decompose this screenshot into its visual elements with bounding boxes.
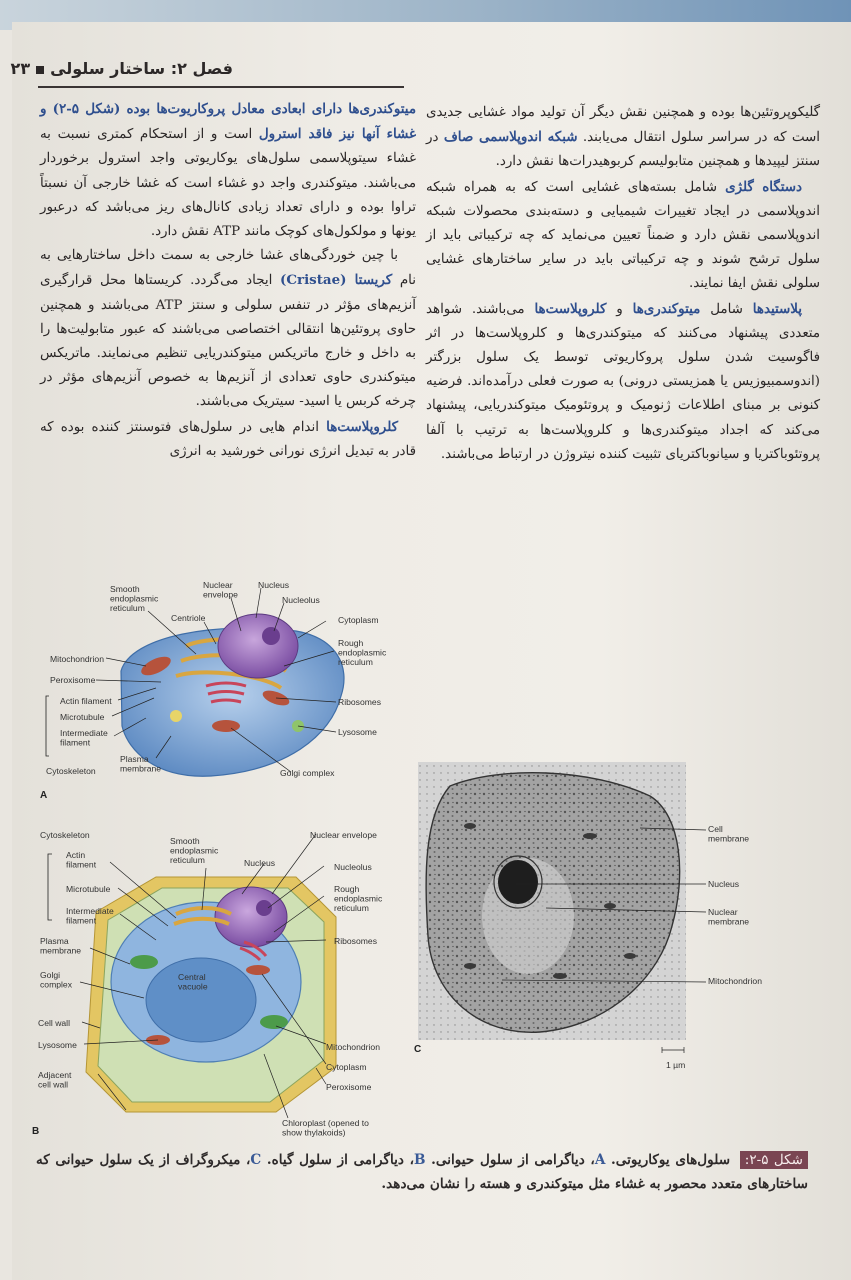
label-b-intermediate: Intermediate filament	[66, 906, 114, 926]
label-b-microtubule: Microtubule	[66, 884, 111, 894]
label-c-cell-membrane: Cell membrane	[708, 824, 750, 844]
label-cytoskeleton: Cytoskeleton	[46, 766, 96, 776]
label-intermediate: Intermediate filament	[60, 728, 108, 748]
left-text-column	[40, 97, 416, 464]
label-ribosomes: Ribosomes	[338, 697, 381, 707]
label-golgi: Golgi complex	[280, 768, 335, 778]
label-nuclear-envelope: Nuclear envelope	[203, 580, 238, 600]
caption-text: سلول‌های یوکاریوتی.	[605, 1152, 736, 1168]
caption-text: ، میکروگراف از یک سلول حیوانی که ساختارهای متعدد محصور به غشاء مثل میتوکندری و هسته را نشان می‌دهد.	[36, 1152, 808, 1192]
caption-text: ، دیاگرامی از سلول گیاه.	[261, 1152, 414, 1168]
label-b-smooth-er: Smooth endoplasmic reticulum	[170, 836, 219, 865]
figure-a-animal-cell	[36, 576, 406, 806]
label-nucleolus: Nucleolus	[282, 595, 320, 605]
label-b-cell-wall: Cell wall	[38, 1018, 70, 1028]
text-run: شامل	[700, 301, 753, 317]
panel-label-a: A	[40, 790, 48, 801]
caption-figure-number: شکل ۵-۲:	[740, 1151, 808, 1169]
label-b-peroxisome: Peroxisome	[326, 1082, 372, 1092]
caption-panel-letter: C	[250, 1152, 262, 1168]
highlighted-term: کلروپلاست‌ها	[326, 418, 398, 435]
text-run: با چین خوردگی‌های غشا خارجی به سمت داخل ساختارهایی به نام	[40, 248, 416, 289]
label-lysosome: Lysosome	[338, 727, 377, 737]
label-microtubule: Microtubule	[60, 712, 105, 722]
paragraph	[40, 97, 416, 244]
label-b-adjacent-wall: Adjacent cell wall	[38, 1070, 72, 1090]
text-run: ایجاد می‌گردد. کریستاها محل قرارگیری آنزیم‌های مؤثر در تنفس سلولی و سنتز ATP می‌باشند و همچنین حاوی پروتئین‌ها انتقالی اختصاصی می‌باشند که عبور متابولیت‌ها را به داخل و خارج ماتریکس میتوکندریایی تنظیم می‌نمایند. ماتریکس میتوکندری حاوی تعدادی از آنزیم‌ها به خصوص آنزیم‌های مؤثر در چرخه کربس یا اسید- سیتریک می‌باشند.	[40, 273, 417, 410]
caption-text: ، دیاگرامی از سلول حیوانی.	[425, 1152, 595, 1168]
panel-label-b: B	[32, 1126, 40, 1137]
text-run: است و از استحکام کمتری نسبت به غشاء سیتوپلاسمی سلول‌های یوکاریوتی واجد استرول برخوردار می‌باشند. میتوکندری واجد دو غشاء است که غشا خارجی آن نسبتاً تراوا بوده و دارای تعداد زیادی کانال‌های ریز می‌باشد که درعبور یونها و مولکول‌های کوچک مانند ATP نقش دارد.	[40, 127, 416, 240]
label-b-rough-er: Rough endoplasmic reticulum	[334, 884, 383, 913]
highlighted-term: پلاستیدها	[752, 300, 802, 317]
label-b-nucleus: Nucleus	[244, 858, 276, 868]
highlighted-term: میتوکندری‌ها دارای ابعادی معادل پروکاریوت‌ها بوده (شکل ۵-۲) و غشاء آنها نیز فاقد استرول	[40, 101, 417, 143]
label-rough-er: Rough endoplasmic reticulum	[338, 638, 387, 667]
label-b-ribosomes: Ribosomes	[334, 936, 377, 946]
label-cytoplasm: Cytoplasm	[338, 615, 379, 625]
label-b-lysosome: Lysosome	[38, 1040, 77, 1050]
paragraph	[426, 175, 820, 297]
label-b-nucleolus: Nucleolus	[334, 862, 372, 872]
label-nucleus: Nucleus	[258, 580, 290, 590]
label-b-cytoplasm: Cytoplasm	[326, 1062, 367, 1072]
chapter-title: فصل ۲: ساختار سلولی	[50, 59, 233, 78]
label-b-central-vacuole: Central vacuole	[178, 972, 208, 992]
highlighted-term: میتوکندری‌ها	[632, 300, 701, 317]
label-b-golgi: Golgi complex	[40, 970, 72, 990]
panel-label-c: C	[414, 1044, 422, 1055]
figure-c-micrograph	[410, 756, 810, 1076]
label-c-nuclear-membrane: Nuclear membrane	[708, 907, 750, 927]
header-rule	[38, 86, 404, 88]
label-actin: Actin filament	[60, 696, 112, 706]
text-run: می‌باشند. شواهد متعددی پیشنهاد می‌کنند که میتوکندری‌ها و کلروپلاست‌ها در اثر فاگوسیت شدن سلول پروکاریوتی توسط یک سلول بزرگتر (اندوسمبیوزیس یا همزیستی درونی) به صورت فعلی درآمده‌اند. فرضیه کنونی بر مبنای اطلاعات ژنومیک و پروتئومیک میتوکندریایی، پیشنهاد می‌کند که اجداد میتوکندری‌ها و کلروپلاست‌ها به ترتیب با آلفا پروتئوباکتریا و سیانوباکتریای تثبیت کننده نیتروژن در ارتباط می‌باشند.	[426, 301, 820, 462]
running-header	[11, 59, 233, 78]
label-b-actin: Actin filament	[66, 850, 97, 870]
highlighted-term: شبکه اندوپلاسمی صاف	[443, 129, 578, 146]
label-b-mitochondrion: Mitochondrion	[326, 1042, 380, 1052]
label-b-nuclear-envelope: Nuclear envelope	[310, 830, 377, 840]
label-smooth-er: Smooth endoplasmic reticulum	[110, 584, 159, 613]
caption-panel-letter: B	[414, 1152, 426, 1168]
highlighted-term: کریستا (Cristae)	[280, 272, 393, 289]
paragraph	[40, 415, 416, 464]
highlighted-term: کلروپلاست‌ها	[534, 300, 607, 317]
label-b-cytoskeleton: Cytoskeleton	[40, 830, 90, 840]
label-centriole: Centriole	[171, 613, 206, 623]
text-run: شامل بسته‌های غشایی است که به همراه شبکه اندوپلاسمی در ایجاد تغییرات شیمیایی و دسته‌بندی محصولات شبکه اندوپلاسمی نقش دارد و ضمناً تعیین می‌نماید که چه ترکیباتی باید از سلول ترشح شوند و چه ترکیباتی باید در سایر ساختارهای غشایی سلولی نقش ایفا نمایند.	[426, 179, 820, 292]
label-c-mitochondrion: Mitochondrion	[708, 976, 762, 986]
figure-caption	[36, 1148, 808, 1196]
text-run: و	[606, 301, 633, 317]
square-bullet-icon	[36, 66, 44, 74]
right-text-column	[426, 101, 820, 467]
paragraph	[40, 244, 416, 414]
label-peroxisome: Peroxisome	[50, 675, 96, 685]
page-number: ۲۳	[10, 59, 31, 78]
text-run: اندام هایی در سلول‌های فتوسنتز کننده بوده که قادر به تبدیل انرژی نورانی خورشید به انرژی	[40, 419, 416, 459]
label-b-chloroplast: Chloroplast (opened to show thylakoids)	[282, 1118, 369, 1138]
figure-b-plant-cell	[26, 822, 406, 1140]
paragraph	[426, 101, 820, 175]
label-mitochondrion: Mitochondrion	[50, 654, 104, 664]
scale-bar-label: 1 µm	[666, 1060, 686, 1070]
label-c-nucleus: Nucleus	[708, 879, 740, 889]
text-run: گلیکوپروتئین‌ها بوده و همچنین نقش دیگر آن تولید مواد غشایی جدیدی است که در سراسر سلول انتقال می‌یابند.	[426, 105, 820, 146]
label-plasma-membrane: Plasma membrane	[120, 754, 162, 774]
highlighted-term: دستگاه گلژی	[725, 178, 802, 195]
paragraph	[426, 297, 820, 467]
text-run: در سنتز لیپیدها و همچنین متابولیسم کربوهیدرات‌ها نقش دارد.	[426, 130, 820, 170]
caption-panel-letter: A	[594, 1152, 606, 1168]
label-b-plasma-membrane: Plasma membrane	[40, 936, 82, 956]
